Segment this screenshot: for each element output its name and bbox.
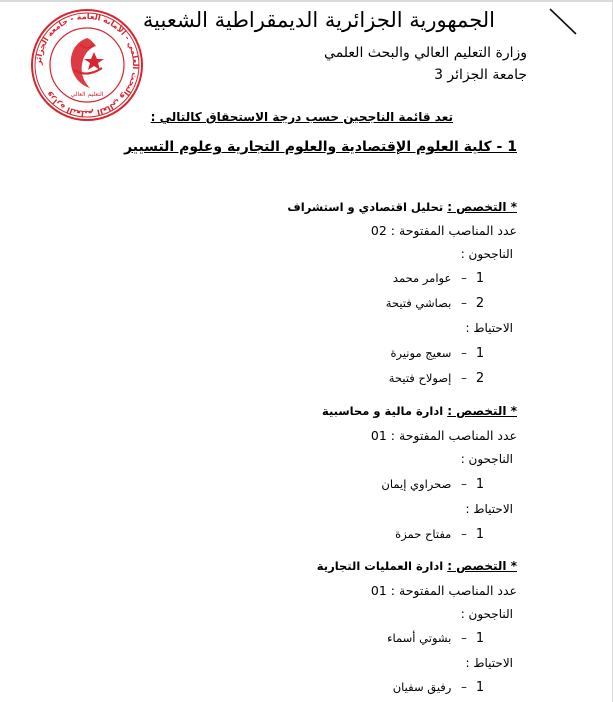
candidate-name: إصولاح فتيحة [388, 371, 452, 385]
item-number: 1 [475, 680, 485, 695]
stamp-inner-text: التعليم العالي [70, 91, 104, 98]
specialty-heading [322, 404, 517, 418]
candidate-name: عوامر محمد [392, 271, 452, 285]
stamp-outer-text: وزارة التعليم العالي والبحث العلمي - الأمانة العامة - جامعة الجزائر [33, 11, 141, 119]
list-item: 1– مفتاح حمزة [395, 527, 487, 542]
ministry-name: وزارة التعليم العالي والبحث العلمي [324, 45, 527, 61]
item-number: 1 [475, 271, 485, 286]
pen-stroke-mark [548, 6, 578, 36]
list-item: 1– سعيج مونيرة [390, 346, 487, 361]
candidate-name: مفتاح حمزة [395, 527, 452, 541]
item-number: 2 [475, 296, 485, 311]
specialty-name: تحليل اقتصادي و استشراف [287, 200, 444, 214]
list-item: 2– بصاشي فتيحة [386, 296, 487, 311]
item-number: 2 [475, 371, 485, 386]
faculty-title: 1 - كلية العلوم الإقتصادية والعلوم التجارية وعلوم التسيير [124, 139, 517, 155]
republic-title: الجمهورية الجزائرية الديمقراطية الشعبية [142, 8, 495, 32]
university-name: جامعة الجزائر 3 [434, 67, 527, 83]
winners-label: الناجحون : [460, 247, 513, 261]
specialty-heading [287, 200, 517, 214]
specialty-name: ادارة العمليات التجارية [316, 559, 444, 573]
reserve-label: الاحتياط : [465, 321, 513, 335]
stamp-emblem-icon [71, 38, 104, 88]
list-item: 1– بشوتي أسماء [387, 631, 487, 646]
open-positions: عدد المناصب المفتوحة : 02 [370, 223, 517, 238]
candidate-name: رفيق سفيان [392, 680, 452, 694]
page-top-edge [0, 0, 613, 2]
list-intro-heading: تعد قائمة الناجحين حسب درجة الاستحقاق كالتالي : [150, 110, 453, 124]
winners-label: الناجحون : [460, 607, 513, 621]
specialty-label: * التخصص : [447, 404, 517, 418]
item-number: 1 [475, 527, 485, 542]
list-item: 2– إصولاح فتيحة [389, 371, 487, 386]
item-number: 1 [475, 477, 485, 492]
winners-label: الناجحون : [460, 452, 513, 466]
candidate-name: بصاشي فتيحة [385, 296, 452, 310]
specialty-heading [317, 559, 517, 573]
list-item: 1– عوامر محمد [393, 271, 487, 286]
specialty-name: ادارة مالية و محاسبية [322, 404, 444, 418]
reserve-label: الاحتياط : [465, 656, 513, 670]
specialty-label: * التخصص : [447, 200, 517, 214]
candidate-name: سعيج مونيرة [390, 346, 452, 360]
item-number: 1 [475, 346, 485, 361]
list-item: 1– صحراوي إيمان [381, 477, 487, 492]
specialty-label: * التخصص : [447, 559, 517, 573]
university-stamp [30, 8, 144, 122]
open-positions: عدد المناصب المفتوحة : 01 [370, 583, 517, 598]
candidate-name: بشوتي أسماء [387, 631, 452, 645]
reserve-label: الاحتياط : [465, 502, 513, 516]
list-item: 1– رفيق سفيان [393, 680, 487, 695]
item-number: 1 [475, 631, 485, 646]
open-positions: عدد المناصب المفتوحة : 01 [370, 428, 517, 443]
candidate-name: صحراوي إيمان [381, 477, 452, 491]
